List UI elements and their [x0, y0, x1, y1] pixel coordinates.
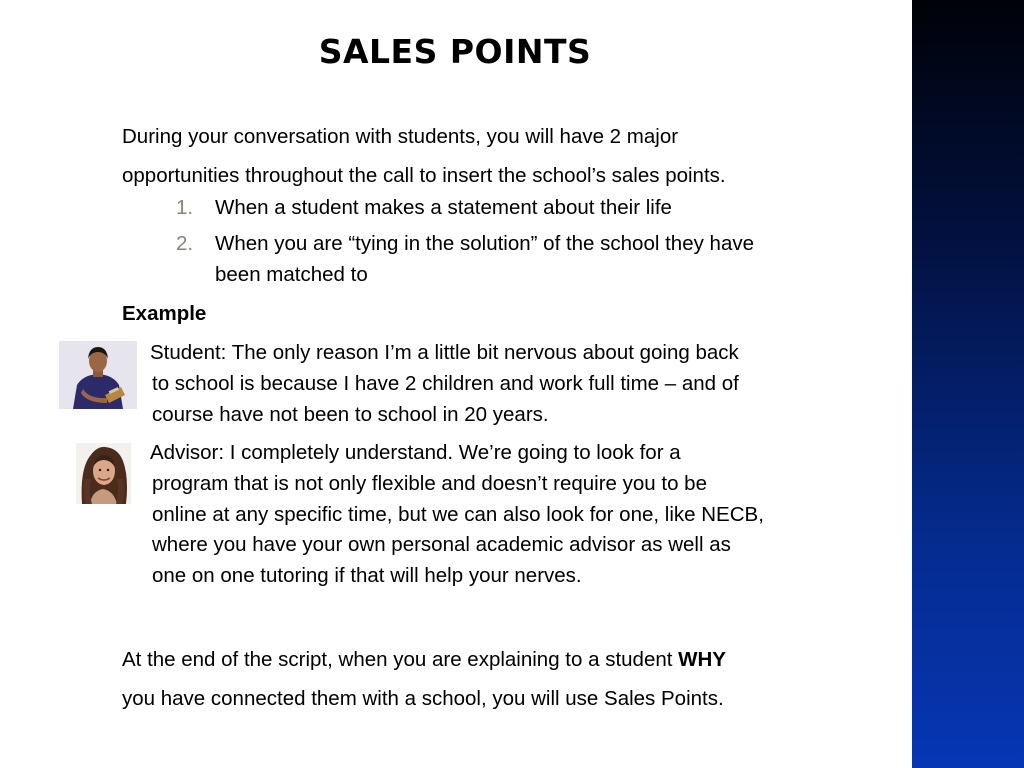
intro-paragraph — [122, 117, 726, 195]
closing-why-emphasis: WHY — [678, 648, 726, 671]
advisor-line-3: online at any specific time, but we can also look for one, like NECB, — [152, 502, 764, 526]
closing-line-2: you have connected them with a school, you will use Sales Points. — [122, 687, 724, 710]
advisor-figure-icon — [76, 443, 131, 504]
list-number-1: 1. — [176, 196, 194, 219]
list-text-2-line-2: been matched to — [215, 262, 368, 286]
list-text-2 — [215, 229, 754, 290]
advisor-line-2: program that is not only flexible and doesn’t require you to be — [152, 471, 707, 495]
student-line-3: course have not been to school in 20 years. — [152, 402, 549, 426]
advisor-dialog — [152, 438, 764, 592]
intro-line-1: During your conversation with students, you will have 2 major — [122, 125, 679, 148]
student-photo — [59, 341, 137, 409]
closing-line-1 — [122, 640, 726, 679]
list-text-1-line-1: When a student makes a statement about their life — [215, 196, 672, 219]
slide-title: SALES POINTS — [318, 32, 592, 71]
student-line-1: Student: The only reason I’m a little bit nervous about going back — [150, 341, 739, 364]
list-text-1 — [215, 193, 672, 224]
advisor-line-4: where you have your own personal academic advisor as well as — [152, 533, 731, 557]
advisor-line-1: Advisor: I completely understand. We’re going to look for a — [150, 441, 681, 464]
closing-line-1-text: At the end of the script, when you are explaining to a student — [122, 648, 679, 671]
student-dialog — [152, 338, 739, 430]
advisor-line-5: one on one tutoring if that will help your nerves. — [152, 564, 582, 588]
closing-paragraph — [122, 640, 726, 718]
example-heading: Example — [122, 302, 207, 325]
side-gradient-band — [912, 0, 1024, 768]
student-figure-icon — [59, 341, 137, 409]
advisor-photo — [76, 443, 131, 504]
student-line-2: to school is because I have 2 children and work full time – and of — [152, 371, 739, 395]
list-text-2-line-1: When you are “tying in the solution” of the school they have — [215, 232, 755, 255]
list-number-2: 2. — [176, 232, 194, 255]
intro-line-2: opportunities throughout the call to insert the school’s sales points. — [122, 164, 726, 187]
